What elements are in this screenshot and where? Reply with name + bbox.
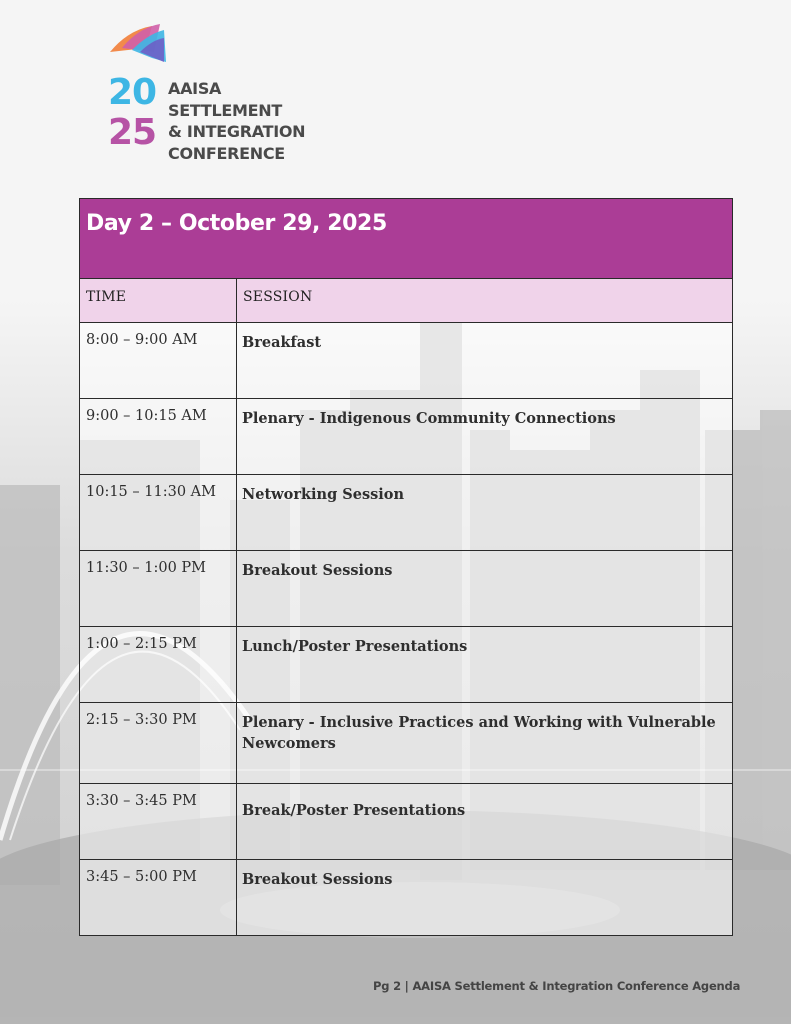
time-cell: 9:00 – 10:15 AM: [86, 408, 207, 424]
time-cell: 1:00 – 2:15 PM: [86, 636, 197, 652]
session-cell: Break/Poster Presentations: [242, 802, 466, 819]
day-title: Day 2 – October 29, 2025: [86, 211, 387, 236]
session-cell: Breakout Sessions: [242, 871, 393, 888]
time-cell: 10:15 – 11:30 AM: [86, 484, 216, 500]
table-row: [80, 551, 733, 627]
logo-year-top: 20: [108, 72, 157, 113]
logo-line-3: & INTEGRATION: [168, 122, 306, 141]
agenda-table: [79, 198, 733, 936]
logo-line-2: SETTLEMENT: [168, 100, 282, 120]
day-header: [80, 199, 733, 279]
logo-year: [108, 72, 157, 153]
logo-line-4: CONFERENCE: [168, 143, 285, 163]
table-row: [80, 860, 733, 936]
logo-line-1: AAISA: [168, 79, 222, 98]
session-cell: Lunch/Poster Presentations: [242, 638, 468, 655]
session-cell: Breakfast: [242, 334, 322, 351]
session-cell: Networking Session: [242, 486, 404, 503]
time-cell: 3:30 – 3:45 PM: [86, 793, 197, 809]
conference-logo: [106, 22, 316, 162]
column-header-time: TIME: [80, 279, 237, 323]
session-cell: Breakout Sessions: [242, 562, 393, 579]
session-cell: Plenary - Inclusive Practices and Working with Vulnerable Newcomers: [242, 714, 716, 752]
logo-wordmark: [168, 78, 305, 164]
time-cell: 3:45 – 5:00 PM: [86, 869, 197, 885]
page-footer: Pg 2 | AAISA Settlement & Integration Conference Agenda: [373, 979, 741, 993]
table-row: [80, 399, 733, 475]
session-cell: Plenary - Indigenous Community Connections: [242, 410, 616, 427]
logo-arc-icon: [108, 22, 168, 66]
table-row: [80, 323, 733, 399]
table-row: [80, 475, 733, 551]
column-header-session: SESSION: [237, 279, 733, 323]
table-row: [80, 703, 733, 784]
table-row: [80, 784, 733, 860]
time-cell: 2:15 – 3:30 PM: [86, 712, 197, 728]
logo-year-bottom: 25: [108, 112, 157, 153]
time-cell: 11:30 – 1:00 PM: [86, 560, 207, 576]
table-row: [80, 627, 733, 703]
time-cell: 8:00 – 9:00 AM: [86, 332, 198, 348]
